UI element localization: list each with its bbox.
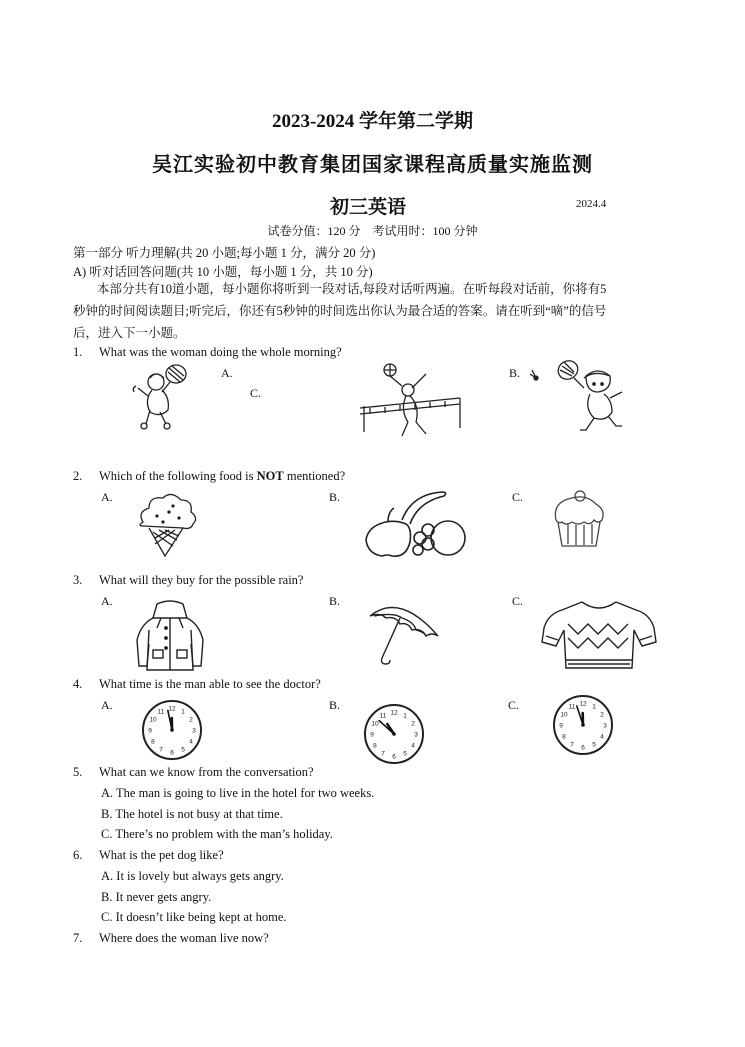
exam-title: 吴江实验初中教育集团国家课程高质量实施监测 [152,154,593,176]
option-c[interactable]: C. There’s no problem with the man’s holiday. [101,827,333,841]
question-number: 1. [73,345,83,359]
clock-numeral: 4 [411,742,415,750]
question-text [99,469,345,484]
instructions-line1: 本部分共有10道小题，每小题你将听到一段对话,每段对话听两遍。在听每段对话前，你将有5 [97,282,607,296]
subject-title: 初三英语 [330,197,407,218]
exam-date: 2024.4 [576,198,607,210]
question-number: 6. [73,848,83,862]
umbrella-icon [366,596,442,666]
question-text: What can we know from the conversation? [99,765,314,779]
option-c-label[interactable]: C. [512,490,524,504]
option-c-label[interactable]: C. [250,386,262,400]
question-number: 4. [73,677,83,691]
clock-numeral: 2 [600,711,604,719]
option-a-label[interactable]: A. [101,698,113,712]
part1-title: 第一部分 听力理解(共 20 小题;每小题 1 分，满分 20 分) [73,246,376,260]
instructions-line3: 后，进入下一小题。 [73,326,186,340]
question-number: 2. [73,469,83,483]
clock-numeral: 1 [403,712,407,720]
clock-numeral: 12 [390,709,398,717]
option-b-label[interactable]: B. [329,594,341,608]
clock-numeral: 3 [192,727,196,735]
question-text-emphasis: NOT [256,469,284,483]
cupcake-icon [548,488,610,550]
clock-numeral: 5 [181,746,185,754]
instructions-line2: 秒钟的时间阅读题目;听完后，你还有5秒钟的时间选出你认为最合适的答案。请在听到“嘀”的信号 [73,304,607,318]
clock-numeral: 9 [559,722,563,730]
clock-numeral: 6 [392,753,396,761]
clock-icon [551,695,615,755]
raincoat-icon [133,600,207,672]
volleyball-player-icon [350,362,480,440]
option-b-label[interactable]: B. [329,490,341,504]
clock-numeral: 9 [148,727,152,735]
option-a-label[interactable]: A. [101,490,113,504]
clock-numeral: 9 [370,731,374,739]
clock-numeral: 1 [181,708,185,716]
clock-numeral: 2 [189,716,193,724]
clock-numeral: 1 [592,703,596,711]
clock-numeral: 10 [371,720,379,728]
clock-center [392,732,396,736]
clock-numeral: 4 [189,738,193,746]
question-text: What is the pet dog like? [99,848,224,862]
clock-numeral: 6 [581,744,585,752]
question-text: What will they buy for the possible rain? [99,573,304,587]
question-number: 3. [73,573,83,587]
question-number: 5. [73,765,83,779]
question-text-part: Which of the following food is [99,469,257,483]
badminton-player-icon [524,356,634,440]
clock-icon [140,700,204,760]
clock-numeral: 11 [568,703,576,711]
clock-numeral: 5 [592,741,596,749]
option-b-label[interactable]: B. [509,366,521,380]
option-a[interactable]: A. It is lovely but always gets angry. [101,869,284,883]
clock-numeral: 2 [411,720,415,728]
clock-numeral: 3 [603,722,607,730]
clock-numeral: 11 [157,708,165,716]
clock-numeral: 3 [414,731,418,739]
option-c[interactable]: C. It doesn’t like being kept at home. [101,910,287,924]
option-a[interactable]: A. The man is going to live in the hotel for two weeks. [101,786,375,800]
question-number: 7. [73,931,83,945]
clock-numeral: 12 [579,700,587,708]
sectionA-title: A) 听对话回答问题(共 10 小题，每小题 1 分，共 10 分) [73,265,373,279]
score-time: 试卷分值：120 分 考试用时：100 分钟 [267,224,478,238]
question-text: What was the woman doing the whole morning? [99,345,342,359]
tennis-player-icon [126,362,206,440]
option-b-label[interactable]: B. [329,698,341,712]
clock-numeral: 12 [168,705,176,713]
clock-numeral: 8 [562,733,566,741]
clock-numeral: 8 [151,738,155,746]
option-c-label[interactable]: C. [512,594,524,608]
clock-center [170,728,174,732]
option-c-label[interactable]: C. [508,698,520,712]
clock-numeral: 4 [600,733,604,741]
question-text-part: mentioned? [283,469,346,483]
question-text: Where does the woman live now? [99,931,269,945]
exam-term: 2023-2024 学年第二学期 [271,111,474,132]
clock-icon [362,704,426,764]
option-b[interactable]: B. It never gets angry. [101,890,212,904]
ice-cream-icon [135,494,197,558]
clock-numeral: 11 [379,712,387,720]
clock-numeral: 7 [159,746,163,754]
clock-numeral: 10 [149,716,157,724]
option-b[interactable]: B. The hotel is not busy at that time. [101,807,283,821]
clock-center [581,723,585,727]
clock-numeral: 7 [570,741,574,749]
option-a-label[interactable]: A. [101,594,113,608]
question-text: What time is the man able to see the doctor? [99,677,321,691]
option-a-label[interactable]: A. [221,366,233,380]
clock-numeral: 7 [381,750,385,758]
clock-minute-hand [379,721,394,734]
clock-numeral: 5 [403,750,407,758]
fruit-icon [362,490,470,558]
clock-numeral: 6 [170,749,174,757]
clock-numeral: 10 [560,711,568,719]
clock-numeral: 8 [373,742,377,750]
sweater-icon [540,598,658,672]
